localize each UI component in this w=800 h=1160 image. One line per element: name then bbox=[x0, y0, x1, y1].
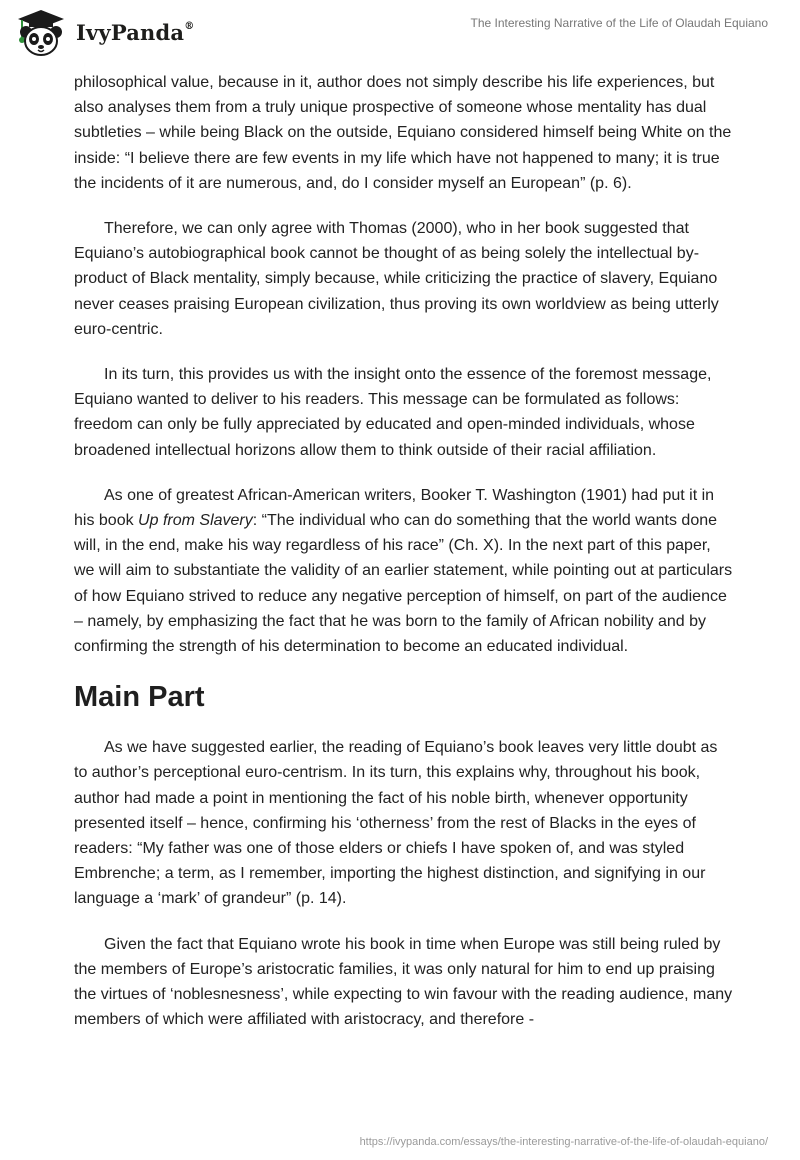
paragraph: Given the fact that Equiano wrote his book in time when Europe was still being ruled by the members of Europe’s aristocratic families, it was only natural for him to end up praising the virtues of ‘noblesnesness’, while expecting to win favour with the reading audience, many members of which were affiliated with aristocracy, and therefore - bbox=[74, 935, 733, 1029]
book-title: Up from Slavery bbox=[138, 512, 253, 530]
panda-graduation-cap-icon[interactable] bbox=[14, 8, 68, 58]
section-heading: Main Part bbox=[74, 681, 205, 714]
source-url[interactable]: https://ivypanda.com/essays/the-interesting-narrative-of-the-life-of-olaudah-equiano/ bbox=[359, 1136, 768, 1148]
paragraph: Therefore, we can only agree with Thomas (2000), who in her book suggested that Equiano’s autobiographical book cannot be thought of as being solely the intellectual by-product of Black mentality, simply because, while criticizing the practice of slavery, Equiano never ceases praising European civilization, thus proving its own worldview as being utterly euro-centric. bbox=[74, 220, 719, 338]
document-title: The Interesting Narrative of the Life of Olaudah Equiano bbox=[470, 16, 768, 30]
paragraph: philosophical value, because in it, author does not simply describe his life experiences, but also analyses them from a truly unique prospective of someone whose mentality has dual subtleties – while being Black on the outside, Equiano considered himself being White on the inside: “I believe there are few events in my life which have not happened to many; it is true the incidents of it are numerous, and, do I consider myself an European” (p. 6). bbox=[74, 74, 732, 192]
brand-name[interactable]: IvyPanda® bbox=[76, 20, 195, 45]
paragraph: As we have suggested earlier, the reading of Equiano’s book leaves very little doubt as to author’s perceptional euro-centrism. In its turn, this explains why, throughout his book, author had made a point in mentioning the fact of his noble birth, whenever opportunity presented itself – hence, confirming his ‘otherness’ from the rest of Blacks in the eyes of readers: “My father was one of those elders or chiefs I have spoken of, and was styled Embrenche; a term, as I remember, importing the highest distinction, and signifying in our language a ‘mark’ of grandeur” (p. 14). bbox=[74, 739, 718, 908]
paragraph: As one of greatest African-American writers, Booker T. Washington (1901) had put it in his book Up from Slavery: “The individual who can do something that the world wants done will, in the end, make his way regardless of his race” (Ch. X). In the next part of this paper, we will aim to substantiate the validity of an earlier statement, while pointing out at particulars of how Equiano strived to reduce any negative perception of himself, on part of the audience – namely, by emphasizing the fact that he was born to the family of African nobility and by confirming the strength of his determination to become an educated individual. bbox=[74, 486, 733, 656]
essay-body bbox=[74, 70, 734, 1053]
page-header bbox=[0, 0, 800, 70]
paragraph: In its turn, this provides us with the insight onto the essence of the foremost message, Equiano wanted to deliver to his readers. This message can be formulated as follows: freedom can only be fully appreciated by educated and open-minded individuals, whose broadened intellectual horizons allow them to think outside of their racial affiliation. bbox=[74, 366, 712, 459]
